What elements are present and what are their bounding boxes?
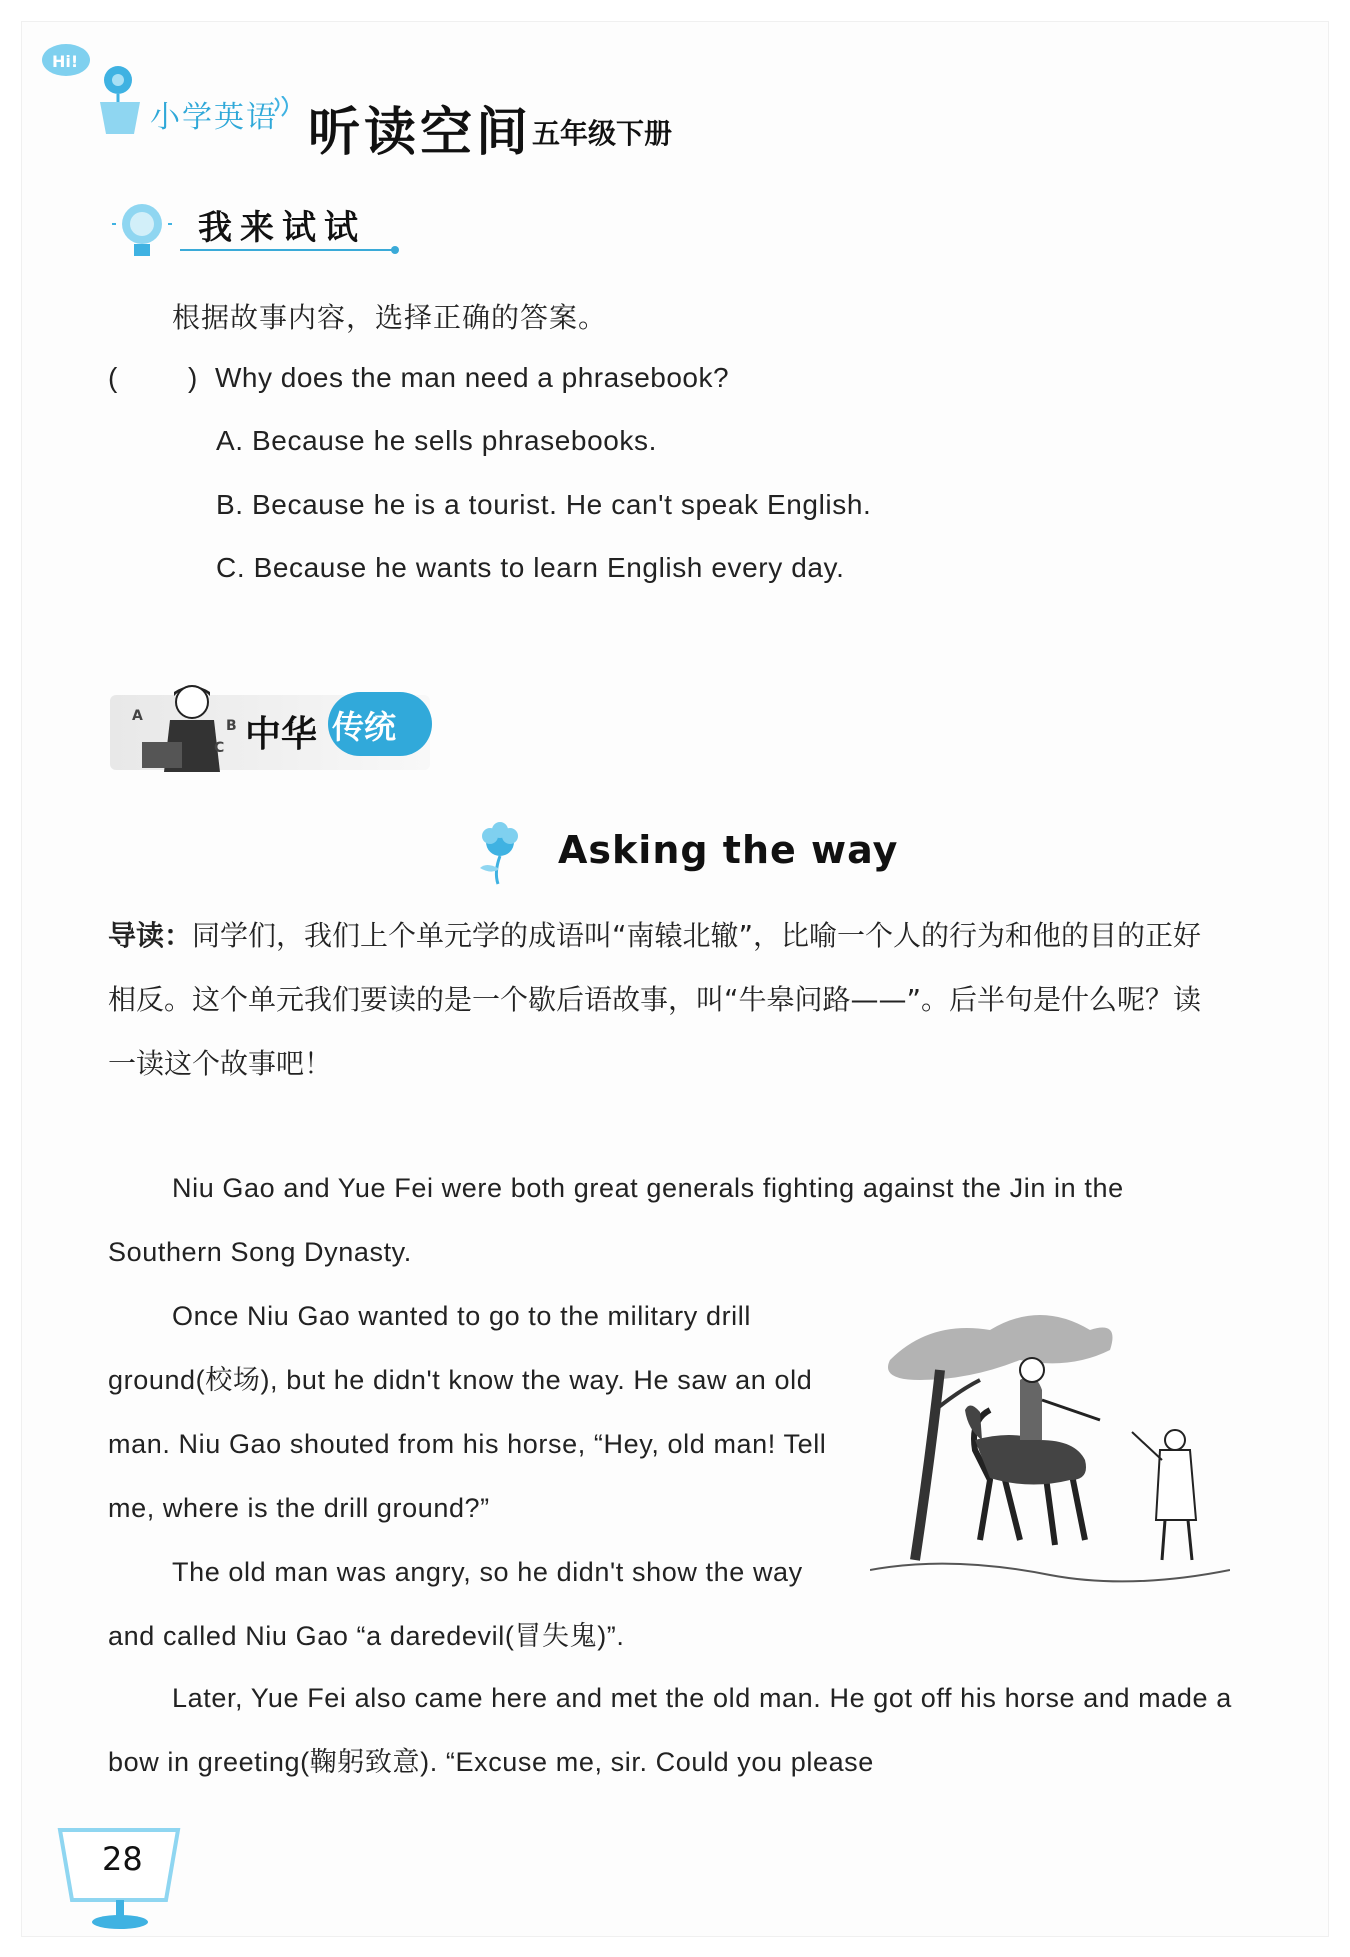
story-paragraph-3: The old man was angry, so he didn't show the way and called Niu Gao “a daredevil(冒失鬼)”. xyxy=(108,1557,803,1651)
page-number: 28 xyxy=(102,1840,143,1878)
story-paragraph-2: Once Niu Gao wanted to go to the military drill ground(校场), but he didn't know the way. He saw an old man. Niu Gao shouted from his horse, “Hey, old man! Tell me, where is the drill ground?” xyxy=(108,1301,827,1523)
guide-text: 同学们，我们上个单元学的成语叫“南辕北辙”，比喻一个人的行为和他的目的正好相反。这个单元我们要读的是一个歇后语故事，叫“牛皋问路——”。后半句是什么呢？读一读这个故事吧！ xyxy=(108,919,1202,1080)
option-b: B. Because he is a tourist. He can't speak English. xyxy=(216,489,872,520)
guide-paragraph xyxy=(108,904,1228,1096)
letter-b: B xyxy=(226,718,237,734)
section-title-tradition: 中华 xyxy=(245,714,318,755)
hi-badge: Hi! xyxy=(52,52,79,71)
answer-paren-close: ) xyxy=(188,362,198,393)
general-on-horse-illustration xyxy=(870,1300,1230,1610)
lightbulb-icon xyxy=(112,196,172,266)
story-title: Asking the way xyxy=(558,828,899,872)
section-title-try: 我来试试 xyxy=(198,208,366,248)
answer-paren-open: ( xyxy=(108,362,118,393)
option-c: C. Because he wants to learn English every day. xyxy=(216,552,845,583)
section-underline-dot xyxy=(391,246,399,254)
teacher-figure-icon xyxy=(130,680,245,775)
sound-wave-icon xyxy=(270,96,310,126)
guide-label: 导读： xyxy=(108,919,193,952)
letter-c: C xyxy=(214,740,225,756)
option-a: A. Because he sells phrasebooks. xyxy=(216,425,658,456)
series-title: 小学英语 xyxy=(150,100,278,135)
instruction-text: 根据故事内容，选择正确的答案。 xyxy=(172,301,608,334)
story-paragraph-1: Niu Gao and Yue Fei were both great generals fighting against the Jin in the Southern Song Dynasty. xyxy=(108,1173,1124,1267)
story-paragraph-4: Later, Yue Fei also came here and met the old man. He got off his horse and made a bow in greeting(鞠躬致意). “Excuse me, sir. Could you please xyxy=(108,1683,1232,1777)
flower-icon xyxy=(468,818,528,888)
grade-label: 五年级下册 xyxy=(532,117,673,150)
question-text: Why does the man need a phrasebook? xyxy=(215,362,730,393)
tradition-bubble-text: 传统 xyxy=(332,708,397,746)
brand-title: 听读空间 xyxy=(308,103,533,163)
flower-pot-logo-icon xyxy=(40,38,150,138)
letter-a: A xyxy=(132,708,143,724)
section-underline xyxy=(180,249,395,251)
